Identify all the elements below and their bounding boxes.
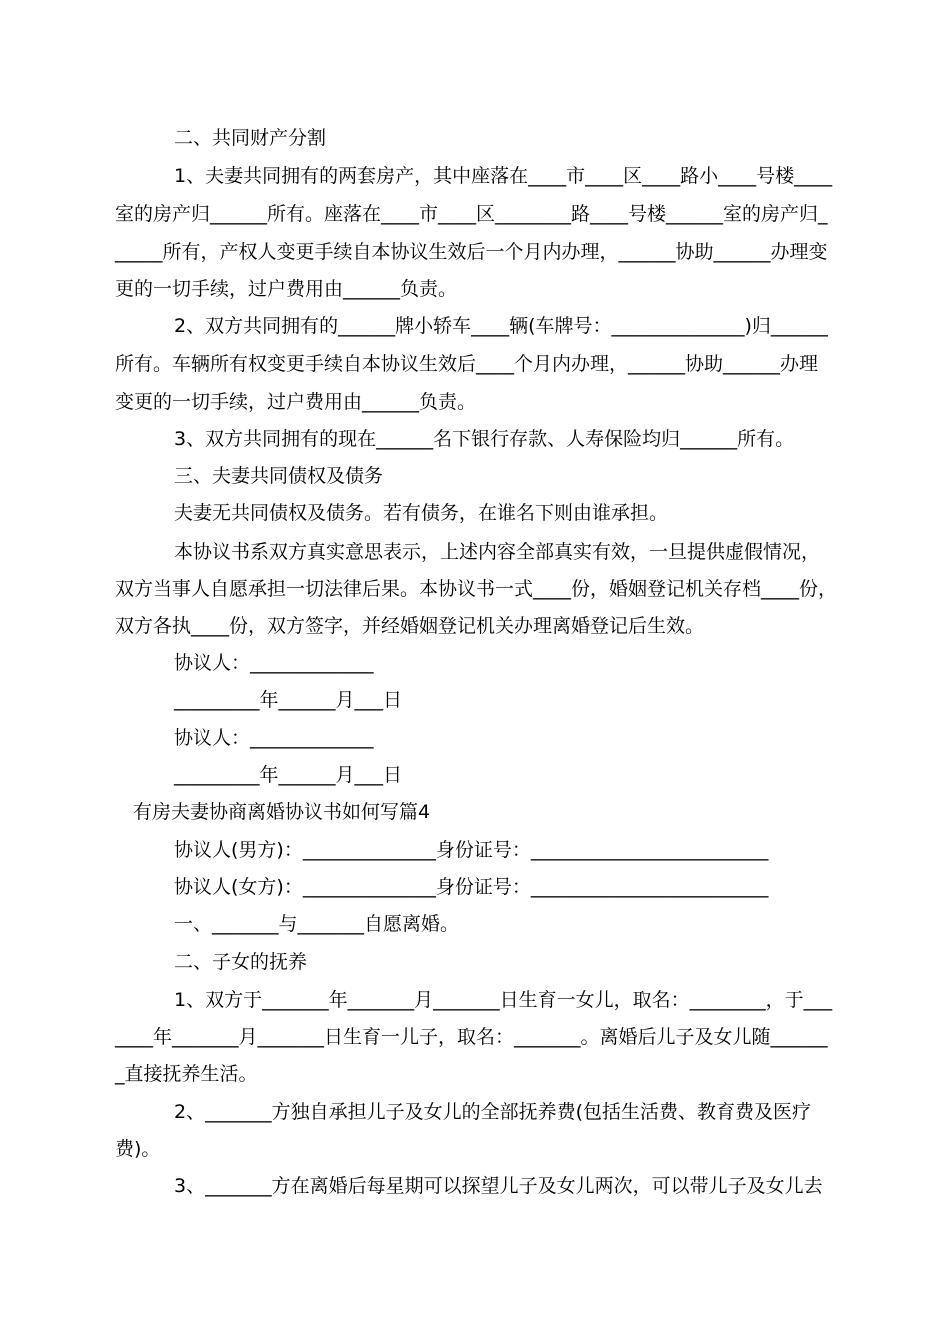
paragraph-line: 夫妻无共同债权及债务。若有债务，在谁名下则由谁承担。: [174, 502, 669, 524]
paragraph-line: _直接抚养生活。: [115, 1063, 258, 1085]
paragraph-line: 3、_______方在离婚后每星期可以探望儿子及女儿两次，可以带儿子及女儿去: [174, 1175, 823, 1197]
paragraph-line: 1、夫妻共同拥有的两套房产，其中座落在____市____区____路小____号楼____: [174, 165, 833, 187]
date-line: _________年______月___日: [174, 689, 403, 711]
paragraph-line: _____所有，产权人变更手续自本协议生效后一个月内办理，______协助______办理变: [115, 241, 828, 263]
paragraph-line: ____年_______月_______日生育一儿子，取名：_______。离婚后儿子及女儿随______: [115, 1026, 828, 1048]
section-heading: 三、夫妻共同债权及债务: [174, 465, 384, 487]
signature-line: 协议人：_____________: [174, 652, 374, 674]
paragraph-line: 更的一切手续，过户费用由______负责。: [115, 278, 458, 300]
paragraph-line: 2、双方共同拥有的______牌小轿车____辆(车牌号：______________)归______: [174, 315, 828, 337]
paragraph-line: 一、_______与_______自愿离婚。: [174, 913, 460, 935]
paragraph-line: 2、_______方独自承担儿子及女儿的全部抚养费(包括生活费、教育费及医疗: [174, 1101, 812, 1123]
paragraph-line: 双方当事人自愿承担一切法律后果。本协议书一式____份，婚姻登记机关存档____份，: [115, 578, 838, 600]
paragraph-line: 所有。车辆所有权变更手续自本协议生效后____个月内办理，______协助______办理: [115, 353, 819, 375]
paragraph-line: 变更的一切手续，过户费用由______负责。: [115, 391, 477, 413]
paragraph-line: 室的房产归______所有。座落在____市____区________路____号楼______室的房产归_: [115, 203, 828, 225]
party-line-male: 协议人(男方)：______________身份证号：_________________________: [174, 839, 769, 861]
paragraph-line: 3、双方共同拥有的现在______名下银行存款、人寿保险均归______所有。: [174, 428, 795, 450]
section-heading: 二、子女的抚养: [174, 951, 308, 973]
party-line-female: 协议人(女方)：______________身份证号：_________________________: [174, 876, 769, 898]
paragraph-line: 双方各执____份，双方签字，并经婚姻登记机关办理离婚登记后生效。: [115, 615, 705, 637]
signature-line: 协议人：_____________: [174, 727, 374, 749]
paragraph-line: 1、双方于_______年_______月_______日生育一女儿，取名：________，于___: [174, 989, 833, 1011]
paragraph-line: 本协议书系双方真实意思表示，上述内容全部真实有效，一旦提供虚假情况，: [174, 541, 821, 563]
section-heading: 二、共同财产分割: [174, 127, 327, 149]
date-line: _________年______月___日: [174, 764, 403, 786]
paragraph-line: 费)。: [115, 1138, 161, 1160]
article-title: 有房夫妻协商离婚协议书如何写篇4: [133, 801, 431, 823]
